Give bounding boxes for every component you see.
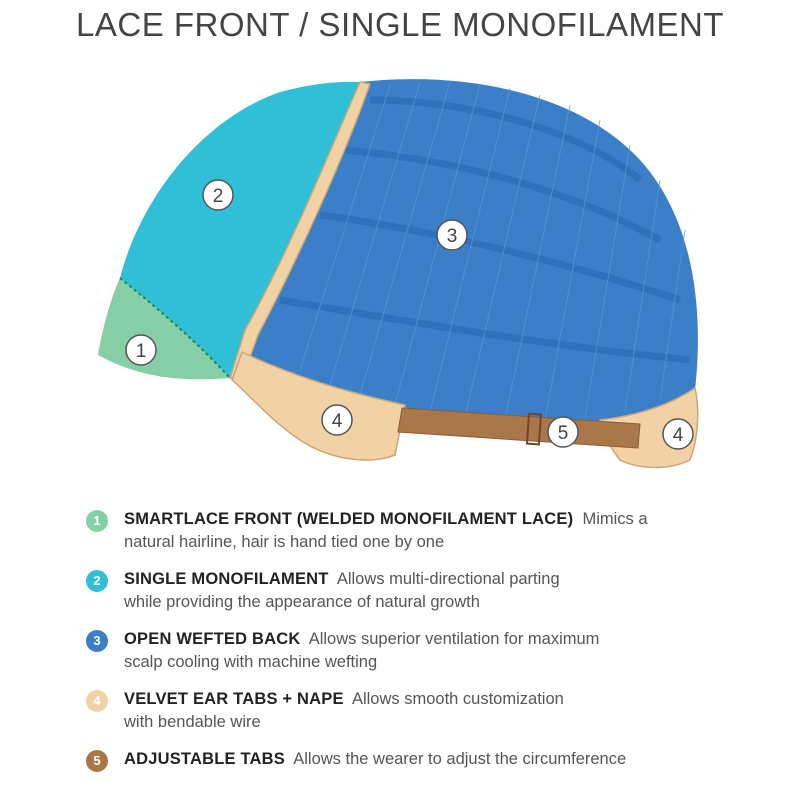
legend-item-desc: natural hairline, hair is hand tied one by one	[124, 533, 445, 551]
svg-text:5: 5	[557, 423, 569, 444]
legend-item-adjustable-tabs	[86, 748, 776, 771]
legend-item-desc: Mimics a	[582, 510, 648, 528]
label-4-left	[322, 405, 352, 435]
legend-item-smartlace	[86, 508, 776, 554]
legend-number-badge: 4	[86, 690, 108, 712]
legend-number-badge: 1	[86, 510, 108, 532]
svg-text:3: 3	[446, 226, 458, 247]
svg-text:4: 4	[331, 411, 343, 432]
svg-text:4: 4	[672, 425, 684, 446]
legend-number-badge: 3	[86, 630, 108, 652]
legend-number-badge: 5	[86, 750, 108, 772]
legend-item-desc: Allows smooth customization	[351, 690, 564, 708]
label-1	[126, 335, 156, 365]
legend-item-name: VELVET EAR TABS + NAPE	[124, 690, 344, 708]
svg-text:1: 1	[135, 341, 147, 362]
page-title: LACE FRONT / SINGLE MONOFILAMENT	[76, 6, 724, 43]
legend-item-desc: scalp cooling with machine wefting	[124, 653, 378, 671]
legend-item-wefted-back	[86, 628, 776, 674]
legend-item-desc: Allows the wearer to adjust the circumference	[293, 750, 627, 768]
legend-item-name: OPEN WEFTED BACK	[124, 630, 301, 648]
legend-item-name: SINGLE MONOFILAMENT	[124, 570, 329, 588]
wig-cap-diagram	[0, 60, 800, 490]
label-2	[203, 180, 233, 210]
legend-item-name: ADJUSTABLE TABS	[124, 750, 285, 768]
label-5	[548, 417, 578, 447]
legend-item-desc: Allows multi-directional parting	[336, 570, 560, 588]
svg-text:2: 2	[212, 186, 224, 207]
legend-item-name: SMARTLACE FRONT (WELDED MONOFILAMENT LACE)	[124, 510, 574, 528]
label-3	[437, 220, 467, 250]
legend-item-desc: with bendable wire	[124, 713, 261, 731]
legend-item-desc: Allows superior ventilation for maximum	[308, 630, 600, 648]
legend-number-badge: 2	[86, 570, 108, 592]
label-4-right	[663, 419, 693, 449]
legend-item-velvet-tabs	[86, 688, 776, 734]
legend	[86, 508, 776, 785]
legend-item-desc: while providing the appearance of natural growth	[124, 593, 480, 611]
legend-item-monofilament	[86, 568, 776, 614]
